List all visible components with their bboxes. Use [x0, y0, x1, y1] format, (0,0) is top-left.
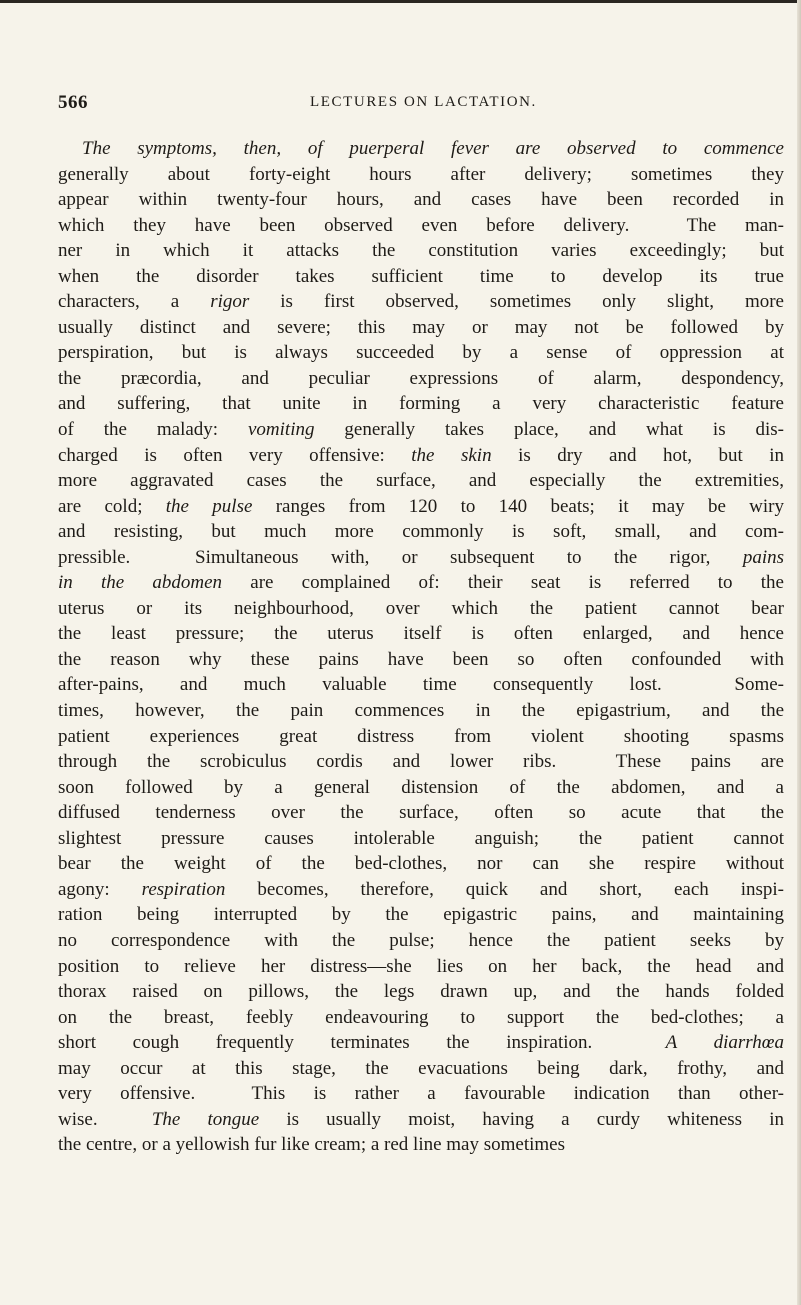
text-run: patient experiences great distress from violent shooting spasms	[58, 725, 784, 747]
text-run: and suffering, that unite in forming a very characteristic feature	[58, 393, 784, 415]
text-line	[58, 1005, 784, 1031]
italic-term: vomiting	[248, 419, 315, 441]
text-run: and resisting, but much more commonly is soft, small, and com-	[58, 521, 784, 543]
text-run: generally about forty-eight hours after delivery; sometimes they	[58, 163, 784, 185]
text-line	[58, 417, 784, 443]
text-run: becomes, therefore, quick and short, each inspi-	[225, 878, 784, 900]
text-line	[58, 366, 784, 392]
text-run: through the scrobiculus cordis and lower ribs. These pains are	[58, 751, 784, 773]
text-run: ner in which it attacks the constitution varies exceedingly; but	[58, 240, 784, 262]
text-line	[58, 519, 784, 545]
text-run: uterus or its neighbourhood, over which the patient cannot bear	[58, 597, 784, 619]
text-run: which they have been observed even before delivery. The man-	[58, 214, 784, 236]
text-run: soon followed by a general distension of the abdomen, and a	[58, 776, 784, 798]
text-run: thorax raised on pillows, the legs drawn up, and the hands folded	[58, 981, 784, 1003]
text-run: no correspondence with the pulse; hence the patient seeks by	[58, 929, 784, 951]
text-line	[58, 928, 784, 954]
text-run: bear the weight of the bed-clothes, nor can she respire without	[58, 853, 784, 875]
body-text	[58, 136, 784, 1158]
text-run: times, however, the pain commences in the epigastrium, and the	[58, 700, 784, 722]
text-run: generally takes place, and what is dis-	[314, 419, 784, 441]
text-run: slightest pressure causes intolerable anguish; the patient cannot	[58, 827, 784, 849]
text-run: appear within twenty-four hours, and cases have been recorded in	[58, 189, 784, 211]
text-run: agony:	[58, 878, 142, 900]
text-line	[58, 1107, 784, 1133]
text-run: is first observed, sometimes only slight, more	[249, 291, 784, 313]
text-line	[58, 647, 784, 673]
italic-term: pains	[742, 546, 784, 568]
text-run: the centre, or a yellowish fur like cream; a red line may sometimes	[58, 1134, 566, 1156]
text-line	[58, 596, 784, 622]
text-line	[58, 724, 784, 750]
italic-term: The tongue	[151, 1108, 260, 1130]
text-run: diffused tenderness over the surface, often so acute that the	[58, 802, 784, 824]
text-line	[58, 468, 784, 494]
text-line	[58, 494, 784, 520]
text-run: characters, a	[58, 291, 211, 313]
running-head	[58, 92, 748, 118]
italic-term: respiration	[141, 878, 226, 900]
text-run: perspiration, but is always succeeded by a sense of oppression at	[58, 342, 784, 364]
text-run: very offensive. This is rather a favourable indication than other-	[58, 1083, 784, 1105]
top-rule	[0, 0, 801, 3]
text-line	[58, 1132, 784, 1158]
text-run: ration being interrupted by the epigastric pains, and maintaining	[58, 904, 784, 926]
text-run: when the disorder takes sufficient time to develop its true	[58, 265, 784, 287]
text-line	[58, 826, 784, 852]
text-line	[58, 443, 784, 469]
text-line	[58, 570, 784, 596]
text-line	[58, 391, 784, 417]
text-run: are complained of: their seat is referred to the	[222, 572, 784, 594]
text-line	[58, 800, 784, 826]
text-line	[58, 877, 784, 903]
text-run: is dry and hot, but in	[491, 444, 784, 466]
text-line	[58, 1030, 784, 1056]
text-run: may occur at this stage, the evacuations being dark, frothy, and	[58, 1057, 784, 1079]
text-line	[58, 315, 784, 341]
text-run: after-pains, and much valuable time consequently lost. Some-	[58, 674, 784, 696]
text-run: position to relieve her distress—she lies on her back, the head and	[58, 955, 784, 977]
italic-term: A diarrhœa	[665, 1032, 784, 1054]
text-run: wise.	[58, 1108, 152, 1130]
text-line	[58, 340, 784, 366]
text-run: the reason why these pains have been so often confounded with	[58, 648, 784, 670]
text-run: is usually moist, having a curdy whiteness in	[259, 1108, 784, 1130]
text-line	[58, 162, 784, 188]
page-edge	[797, 0, 801, 1305]
text-run: the præcordia, and peculiar expressions of alarm, despondency,	[58, 367, 784, 389]
italic-term: The symptoms	[82, 138, 213, 159]
text-line	[58, 672, 784, 698]
text-line	[58, 1056, 784, 1082]
text-run: short cough frequently terminates the inspiration.	[58, 1032, 666, 1054]
text-line	[58, 749, 784, 775]
text-line	[58, 698, 784, 724]
text-line	[58, 545, 784, 571]
text-line	[58, 775, 784, 801]
text-line	[58, 979, 784, 1005]
text-run: on the breast, feebly endeavouring to support the bed-clothes; a	[58, 1006, 784, 1028]
text-run: the least pressure; the uterus itself is often enlarged, and hence	[58, 623, 784, 645]
text-run: ranges from 120 to 140 beats; it may be wiry	[252, 495, 784, 517]
text-line	[58, 902, 784, 928]
text-run: pressible. Simultaneous with, or subsequent to the rigor,	[58, 546, 743, 568]
italic-term: in the abdomen	[58, 572, 223, 594]
text-line	[58, 289, 784, 315]
text-line	[58, 621, 784, 647]
text-line	[58, 954, 784, 980]
italic-term: the pulse	[165, 495, 253, 517]
text-line	[58, 136, 784, 162]
italic-term: rigor	[210, 291, 250, 313]
text-line	[58, 851, 784, 877]
text-line	[58, 264, 784, 290]
text-run: usually distinct and severe; this may or may not be followed by	[58, 316, 784, 338]
page-number: 566	[58, 92, 88, 113]
text-run: charged is often very offensive:	[58, 444, 412, 466]
running-title: LECTURES ON LACTATION.	[310, 94, 537, 110]
text-run: are cold;	[58, 495, 166, 517]
text-run: of the malady:	[58, 419, 248, 441]
text-line	[58, 238, 784, 264]
text-line	[58, 1081, 784, 1107]
italic-term: , then, of puerperal fever are observed to commence	[212, 138, 784, 159]
text-line	[58, 187, 784, 213]
text-line	[58, 213, 784, 239]
italic-term: the skin	[411, 444, 492, 466]
text-run: more aggravated cases the surface, and especially the extremities,	[58, 470, 784, 492]
